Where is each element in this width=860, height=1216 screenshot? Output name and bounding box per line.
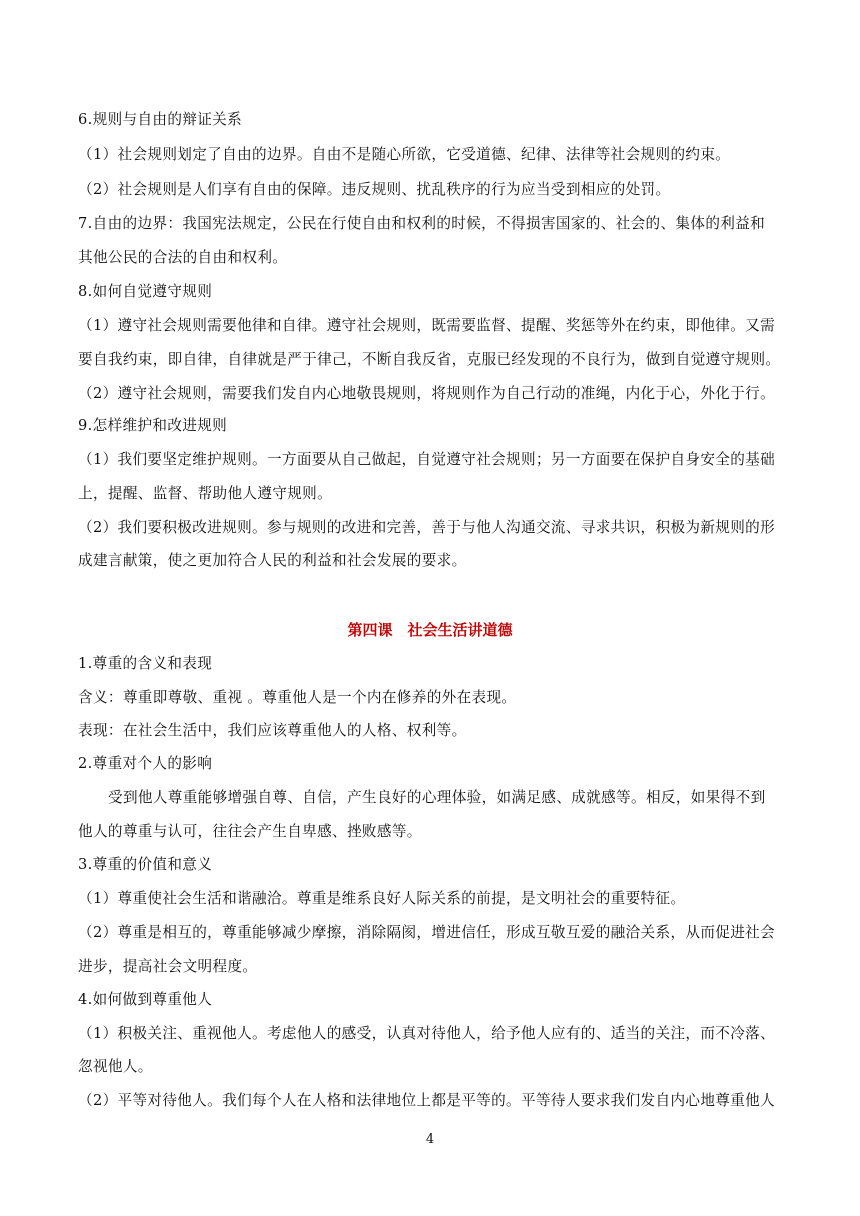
paragraph-line: 其他公民的合法的自由和权利。 — [78, 249, 288, 266]
paragraph-line: 要自我约束，即自律，自律就是严于律己，不断自我反省，克服已经发现的不良行为，做到自觉遵守规则。 — [78, 351, 781, 368]
heading-3: 3.尊重的价值和意义 — [78, 856, 213, 873]
paragraph-line: （1）社会规则划定了自由的边界。自由不是随心所欲，它受道德、纪律、法律等社会规则的约束。 — [78, 146, 731, 163]
paragraph-line: （1）尊重使社会生活和谐融洽。尊重是维系良好人际关系的前提，是文明社会的重要特征。 — [78, 890, 686, 907]
paragraph-line: 表现：在社会生活中，我们应该尊重他人的人格、权利等。 — [78, 722, 467, 739]
paragraph-line: 含义：尊重即尊敬、重视 。尊重他人是一个内在修养的外在表现。 — [78, 689, 517, 706]
paragraph-line: 他人的尊重与认可，往往会产生自卑感、挫败感等。 — [78, 823, 422, 840]
paragraph-line: （1）遵守社会规则需要他律和自律。遵守社会规则，既需要监督、提醒、奖惩等外在约束，即他律。又需 — [78, 317, 776, 334]
paragraph-line: 进步，提高社会文明程度。 — [78, 958, 258, 975]
paragraph-line: （1）我们要坚定维护规则。一方面要从自己做起，自觉遵守社会规则；另一方面要在保护自身安全的基础 — [78, 451, 776, 468]
paragraph-line: 成建言献策，使之更加符合人民的利益和社会发展的要求。 — [78, 552, 467, 569]
heading-4: 4.如何做到尊重他人 — [78, 991, 213, 1008]
lesson-title: 第四课 社会生活讲道德 — [347, 621, 513, 639]
heading-8: 8.如何自觉遵守规则 — [78, 283, 213, 300]
heading-2: 2.尊重对个人的影响 — [78, 755, 213, 772]
page-number: 4 — [425, 1132, 435, 1147]
paragraph-line: 上，提醒、监督、帮助他人遵守规则。 — [78, 485, 333, 502]
paragraph-line: 受到他人尊重能够增强自尊、自信，产生良好的心理体验，如满足感、成就感等。相反，如果得不到 — [108, 789, 766, 806]
heading-9: 9.怎样维护和改进规则 — [78, 417, 228, 434]
paragraph-line: （2）社会规则是人们享有自由的保障。违反规则、扰乱秩序的行为应当受到相应的处罚。 — [78, 181, 671, 198]
paragraph-line: （2）尊重是相互的，尊重能够减少摩擦，消除隔阂，增进信任，形成互敬互爱的融洽关系，从而促进社会 — [78, 924, 776, 941]
heading-1: 1.尊重的含义和表现 — [78, 655, 213, 672]
heading-7: 7.自由的边界：我国宪法规定，公民在行使自由和权利的时候，不得损害国家的、社会的、集体的利益和 — [78, 215, 766, 232]
paragraph-line: （2）我们要积极改进规则。参与规则的改进和完善，善于与他人沟通交流、寻求共识，积极为新规则的形 — [78, 519, 776, 536]
paragraph-line: 忽视他人。 — [78, 1058, 153, 1075]
heading-6: 6.规则与自由的辩证关系 — [78, 111, 243, 128]
paragraph-line: （1）积极关注、重视他人。考虑他人的感受，认真对待他人，给予他人应有的、适当的关注，而不冷落、 — [78, 1025, 776, 1042]
paragraph-line: （2）平等对待他人。我们每个人在人格和法律地位上都是平等的。平等待人要求我们发自内心地尊重他人 — [78, 1092, 776, 1109]
paragraph-line: （2）遵守社会规则，需要我们发自内心地敬畏规则，将规则作为自己行动的准绳，内化于心，外化于行。 — [78, 385, 776, 402]
